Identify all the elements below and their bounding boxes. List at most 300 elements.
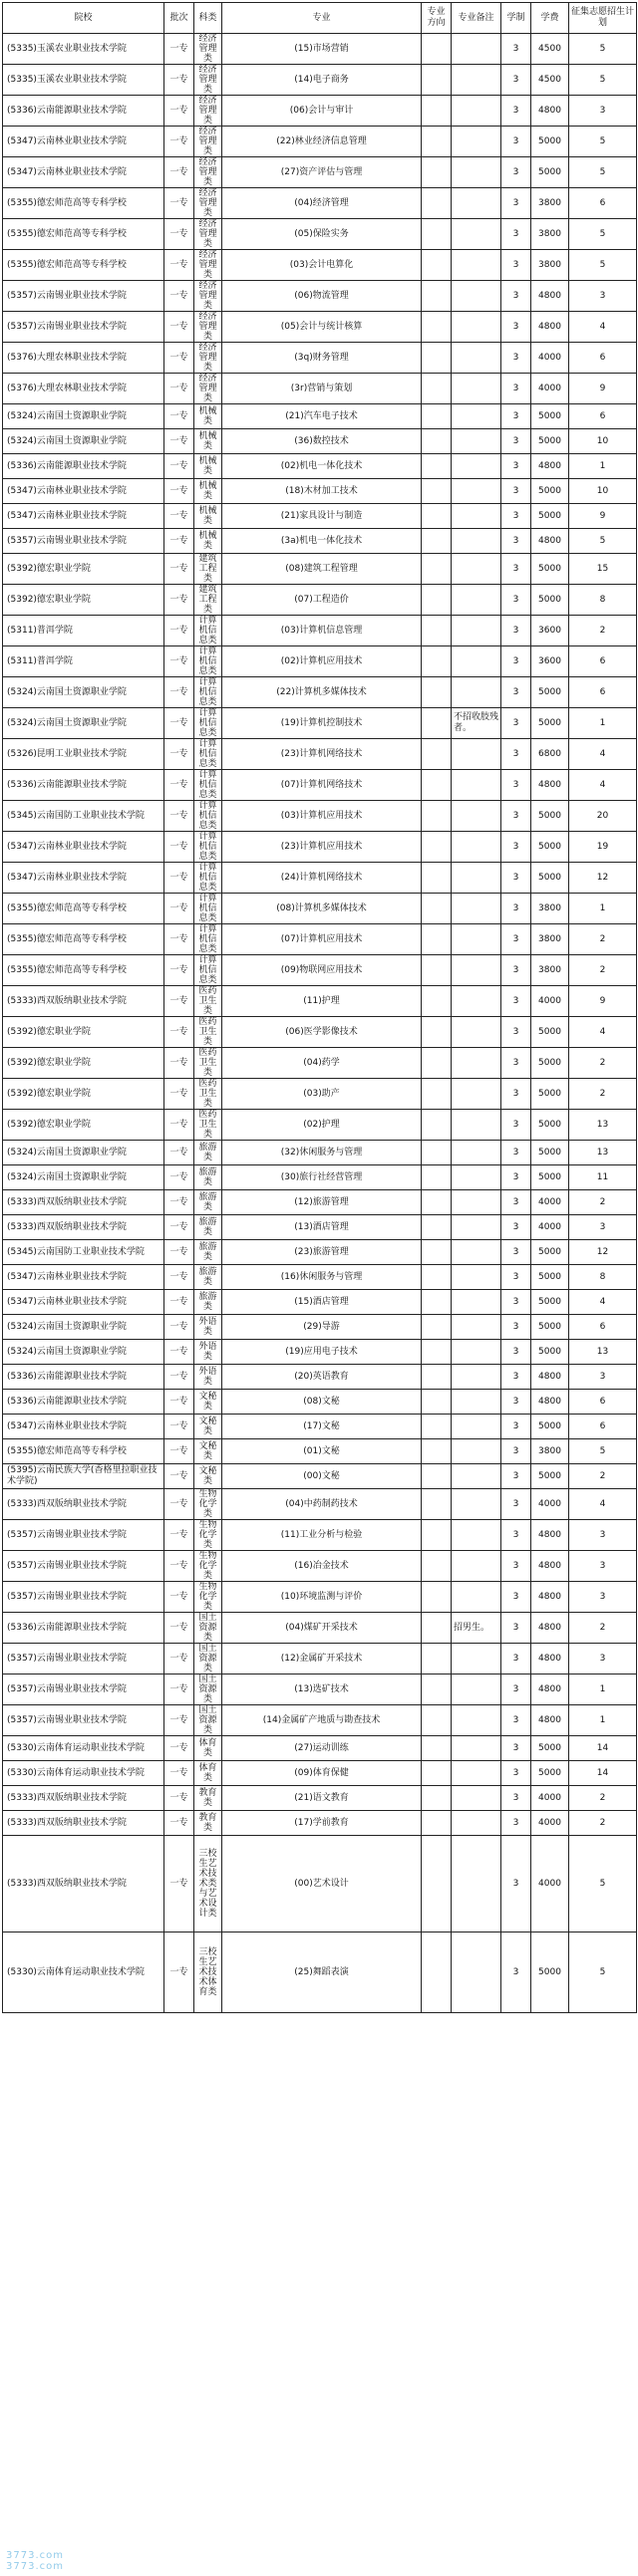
- cell-batch: 一专: [164, 924, 194, 955]
- cell-plan: 5: [569, 250, 637, 281]
- cell-note: [452, 312, 501, 343]
- cell-school: (5345)云南国防工业职业技术学院: [3, 1240, 164, 1265]
- cell-note: [452, 1582, 501, 1613]
- cell-fee: 5000: [531, 1079, 569, 1110]
- cell-plan: 14: [569, 1736, 637, 1761]
- cell-school: (5333)西双版纳职业技术学院: [3, 1215, 164, 1240]
- cell-note: [452, 646, 501, 677]
- cell-major: (18)木材加工技术: [222, 479, 422, 504]
- cell-direction: [422, 924, 452, 955]
- cell-plan: 3: [569, 96, 637, 127]
- cell-school: (5392)德宏职业学院: [3, 1110, 164, 1141]
- cell-direction: [422, 1141, 452, 1165]
- cell-direction: [422, 863, 452, 894]
- cell-note: [452, 1079, 501, 1110]
- cell-school: (5345)云南国防工业职业技术学院: [3, 801, 164, 832]
- cell-note: 不招收肢残者。: [452, 708, 501, 739]
- cell-years: 3: [501, 529, 531, 554]
- cell-category: 医药卫生类: [194, 1079, 222, 1110]
- cell-years: 3: [501, 1415, 531, 1439]
- cell-direction: [422, 1736, 452, 1761]
- cell-plan: 2: [569, 1079, 637, 1110]
- cell-years: 3: [501, 312, 531, 343]
- cell-years: 3: [501, 1811, 531, 1836]
- cell-fee: 4800: [531, 454, 569, 479]
- table-row: [3, 1110, 637, 1141]
- cell-school: (5347)云南林业职业技术学院: [3, 832, 164, 863]
- cell-years: 3: [501, 1489, 531, 1520]
- cell-direction: [422, 127, 452, 157]
- cell-major: (27)运动训练: [222, 1736, 422, 1761]
- cell-plan: 3: [569, 281, 637, 312]
- cell-batch: 一专: [164, 1141, 194, 1165]
- cell-plan: 9: [569, 504, 637, 529]
- cell-plan: 4: [569, 739, 637, 770]
- cell-major: (16)休闲服务与管理: [222, 1265, 422, 1290]
- cell-batch: 一专: [164, 1705, 194, 1736]
- cell-category: 三校生艺术技术体育类: [194, 1932, 222, 2013]
- cell-direction: [422, 616, 452, 646]
- cell-batch: 一专: [164, 770, 194, 801]
- cell-major: (29)导游: [222, 1315, 422, 1340]
- cell-plan: 3: [569, 1365, 637, 1390]
- cell-batch: 一专: [164, 677, 194, 708]
- cell-batch: 一专: [164, 157, 194, 188]
- cell-category: 旅游类: [194, 1240, 222, 1265]
- table-row: [3, 157, 637, 188]
- cell-category: 计算机信息类: [194, 739, 222, 770]
- table-row: [3, 1551, 637, 1582]
- cell-years: 3: [501, 616, 531, 646]
- cell-category: 医药卫生类: [194, 986, 222, 1017]
- cell-category: 医药卫生类: [194, 1017, 222, 1048]
- cell-note: [452, 1705, 501, 1736]
- cell-category: 计算机信息类: [194, 832, 222, 863]
- table-row: [3, 986, 637, 1017]
- cell-years: 3: [501, 1674, 531, 1705]
- cell-note: [452, 1240, 501, 1265]
- table-row: [3, 219, 637, 250]
- cell-years: 3: [501, 1761, 531, 1786]
- cell-major: (01)文秘: [222, 1439, 422, 1464]
- cell-years: 3: [501, 863, 531, 894]
- cell-major: (14)电子商务: [222, 65, 422, 96]
- cell-major: (14)金属矿产地质与勘查技术: [222, 1705, 422, 1736]
- cell-category: 经济管理类: [194, 34, 222, 65]
- cell-major: (03)计算机应用技术: [222, 801, 422, 832]
- cell-direction: [422, 188, 452, 219]
- cell-plan: 5: [569, 1439, 637, 1464]
- cell-category: 旅游类: [194, 1141, 222, 1165]
- cell-plan: 1: [569, 1705, 637, 1736]
- table-row: [3, 343, 637, 374]
- cell-direction: [422, 281, 452, 312]
- table-row: [3, 127, 637, 157]
- cell-fee: 4000: [531, 986, 569, 1017]
- cell-direction: [422, 34, 452, 65]
- cell-fee: 5000: [531, 1165, 569, 1190]
- cell-batch: 一专: [164, 1811, 194, 1836]
- cell-category: 机械类: [194, 529, 222, 554]
- table-row: [3, 646, 637, 677]
- cell-plan: 20: [569, 801, 637, 832]
- cell-plan: 3: [569, 1644, 637, 1674]
- cell-batch: 一专: [164, 34, 194, 65]
- header-note: 专业备注: [452, 3, 501, 34]
- cell-category: 生物化学类: [194, 1551, 222, 1582]
- cell-batch: 一专: [164, 616, 194, 646]
- cell-years: 3: [501, 1439, 531, 1464]
- cell-years: 3: [501, 832, 531, 863]
- cell-fee: 3800: [531, 894, 569, 924]
- cell-school: (5355)德宏师范高等专科学校: [3, 250, 164, 281]
- cell-batch: 一专: [164, 832, 194, 863]
- cell-major: (3a)机电一体化技术: [222, 529, 422, 554]
- table-row: [3, 1761, 637, 1786]
- cell-plan: 6: [569, 404, 637, 429]
- cell-school: (5330)云南体育运动职业技术学院: [3, 1932, 164, 2013]
- cell-fee: 5000: [531, 1265, 569, 1290]
- cell-school: (5335)玉溪农业职业技术学院: [3, 34, 164, 65]
- cell-major: (21)汽车电子技术: [222, 404, 422, 429]
- cell-direction: [422, 96, 452, 127]
- cell-plan: 2: [569, 1190, 637, 1215]
- cell-school: (5311)普洱学院: [3, 616, 164, 646]
- cell-note: [452, 188, 501, 219]
- cell-category: 文秘类: [194, 1439, 222, 1464]
- cell-years: 3: [501, 374, 531, 404]
- cell-direction: [422, 1520, 452, 1551]
- cell-batch: 一专: [164, 454, 194, 479]
- cell-category: 文秘类: [194, 1464, 222, 1489]
- cell-plan: 6: [569, 677, 637, 708]
- table-row: [3, 1390, 637, 1415]
- cell-school: (5357)云南锡业职业技术学院: [3, 281, 164, 312]
- cell-batch: 一专: [164, 1932, 194, 2013]
- cell-fee: 4000: [531, 343, 569, 374]
- cell-note: [452, 1551, 501, 1582]
- cell-school: (5347)云南林业职业技术学院: [3, 1415, 164, 1439]
- cell-plan: 6: [569, 1315, 637, 1340]
- cell-fee: 4800: [531, 1390, 569, 1415]
- table-row: [3, 1079, 637, 1110]
- cell-category: 三校生艺术技术类与艺术设计类: [194, 1836, 222, 1932]
- cell-years: 3: [501, 281, 531, 312]
- cell-school: (5311)普洱学院: [3, 646, 164, 677]
- cell-school: (5357)云南锡业职业技术学院: [3, 529, 164, 554]
- cell-school: (5392)德宏职业学院: [3, 1017, 164, 1048]
- table-row: [3, 1736, 637, 1761]
- cell-direction: [422, 1932, 452, 2013]
- cell-note: [452, 34, 501, 65]
- cell-fee: 3800: [531, 924, 569, 955]
- cell-category: 旅游类: [194, 1190, 222, 1215]
- cell-batch: 一专: [164, 374, 194, 404]
- table-row: [3, 1048, 637, 1079]
- cell-plan: 11: [569, 1165, 637, 1190]
- cell-years: 3: [501, 1165, 531, 1190]
- cell-plan: 2: [569, 1048, 637, 1079]
- cell-plan: 2: [569, 1613, 637, 1644]
- cell-years: 3: [501, 1644, 531, 1674]
- cell-major: (22)计算机多媒体技术: [222, 677, 422, 708]
- cell-major: (00)文秘: [222, 1464, 422, 1489]
- table-row: [3, 1464, 637, 1489]
- table-body: [3, 34, 637, 2013]
- cell-plan: 8: [569, 1265, 637, 1290]
- cell-fee: 6800: [531, 739, 569, 770]
- cell-school: (5333)西双版纳职业技术学院: [3, 1811, 164, 1836]
- cell-category: 计算机信息类: [194, 801, 222, 832]
- cell-batch: 一专: [164, 1761, 194, 1786]
- cell-major: (04)煤矿开采技术: [222, 1613, 422, 1644]
- table-row: [3, 1415, 637, 1439]
- enrollment-table: [2, 2, 637, 2013]
- cell-note: [452, 1761, 501, 1786]
- cell-plan: 9: [569, 374, 637, 404]
- cell-category: 生物化学类: [194, 1520, 222, 1551]
- cell-batch: 一专: [164, 1644, 194, 1674]
- cell-years: 3: [501, 554, 531, 585]
- cell-note: 招男生。: [452, 1613, 501, 1644]
- cell-years: 3: [501, 343, 531, 374]
- cell-note: [452, 1464, 501, 1489]
- cell-major: (32)休闲服务与管理: [222, 1141, 422, 1165]
- cell-note: [452, 1190, 501, 1215]
- table-row: [3, 1240, 637, 1265]
- cell-school: (5347)云南林业职业技术学院: [3, 1290, 164, 1315]
- cell-major: (04)中药制药技术: [222, 1489, 422, 1520]
- cell-school: (5336)云南能源职业技术学院: [3, 1390, 164, 1415]
- cell-school: (5347)云南林业职业技术学院: [3, 479, 164, 504]
- table-row: [3, 554, 637, 585]
- cell-major: (17)学前教育: [222, 1811, 422, 1836]
- cell-batch: 一专: [164, 1290, 194, 1315]
- cell-batch: 一专: [164, 708, 194, 739]
- cell-category: 旅游类: [194, 1265, 222, 1290]
- cell-direction: [422, 219, 452, 250]
- cell-plan: 2: [569, 1786, 637, 1811]
- cell-batch: 一专: [164, 479, 194, 504]
- cell-fee: 5000: [531, 801, 569, 832]
- cell-direction: [422, 479, 452, 504]
- cell-fee: 3800: [531, 250, 569, 281]
- cell-plan: 9: [569, 986, 637, 1017]
- cell-category: 外语类: [194, 1340, 222, 1365]
- cell-fee: 4800: [531, 529, 569, 554]
- header-major: 专业: [222, 3, 422, 34]
- cell-note: [452, 894, 501, 924]
- cell-years: 3: [501, 1048, 531, 1079]
- cell-note: [452, 1674, 501, 1705]
- cell-fee: 5000: [531, 1415, 569, 1439]
- cell-fee: 4800: [531, 1582, 569, 1613]
- table-row: [3, 677, 637, 708]
- cell-direction: [422, 646, 452, 677]
- cell-direction: [422, 1415, 452, 1439]
- cell-school: (5357)云南锡业职业技术学院: [3, 1674, 164, 1705]
- site-watermark: [6, 2550, 64, 2572]
- cell-note: [452, 1165, 501, 1190]
- cell-years: 3: [501, 250, 531, 281]
- table-row: [3, 529, 637, 554]
- cell-batch: 一专: [164, 429, 194, 454]
- cell-fee: 4000: [531, 374, 569, 404]
- cell-note: [452, 250, 501, 281]
- cell-note: [452, 1489, 501, 1520]
- table-row: [3, 1365, 637, 1390]
- cell-years: 3: [501, 1265, 531, 1290]
- cell-years: 3: [501, 646, 531, 677]
- cell-plan: 13: [569, 1110, 637, 1141]
- cell-note: [452, 65, 501, 96]
- cell-school: (5336)云南能源职业技术学院: [3, 1613, 164, 1644]
- cell-direction: [422, 1365, 452, 1390]
- cell-years: 3: [501, 157, 531, 188]
- cell-category: 计算机信息类: [194, 770, 222, 801]
- table-row: [3, 1932, 637, 2013]
- cell-fee: 5000: [531, 157, 569, 188]
- cell-note: [452, 1811, 501, 1836]
- cell-note: [452, 504, 501, 529]
- table-row: [3, 1836, 637, 1932]
- cell-category: 教育类: [194, 1811, 222, 1836]
- cell-fee: 5000: [531, 677, 569, 708]
- cell-category: 文秘类: [194, 1390, 222, 1415]
- cell-batch: 一专: [164, 1613, 194, 1644]
- cell-direction: [422, 312, 452, 343]
- cell-years: 3: [501, 1240, 531, 1265]
- cell-major: (07)计算机应用技术: [222, 924, 422, 955]
- cell-direction: [422, 1761, 452, 1786]
- table-row: [3, 894, 637, 924]
- cell-category: 经济管理类: [194, 188, 222, 219]
- cell-years: 3: [501, 801, 531, 832]
- cell-years: 3: [501, 188, 531, 219]
- table-row: [3, 770, 637, 801]
- cell-years: 3: [501, 479, 531, 504]
- cell-fee: 5000: [531, 554, 569, 585]
- cell-school: (5347)云南林业职业技术学院: [3, 157, 164, 188]
- cell-fee: 5000: [531, 127, 569, 157]
- table-row: [3, 96, 637, 127]
- cell-category: 外语类: [194, 1365, 222, 1390]
- cell-school: (5355)德宏师范高等专科学校: [3, 188, 164, 219]
- cell-plan: 6: [569, 188, 637, 219]
- cell-major: (11)工业分析与检验: [222, 1520, 422, 1551]
- cell-direction: [422, 1079, 452, 1110]
- cell-batch: 一专: [164, 96, 194, 127]
- cell-batch: 一专: [164, 250, 194, 281]
- cell-batch: 一专: [164, 1190, 194, 1215]
- cell-years: 3: [501, 454, 531, 479]
- cell-fee: 5000: [531, 1761, 569, 1786]
- cell-major: (07)计算机网络技术: [222, 770, 422, 801]
- cell-batch: 一专: [164, 1365, 194, 1390]
- cell-years: 3: [501, 1215, 531, 1240]
- cell-plan: 6: [569, 646, 637, 677]
- cell-major: (03)助产: [222, 1079, 422, 1110]
- cell-years: 3: [501, 504, 531, 529]
- cell-category: 经济管理类: [194, 127, 222, 157]
- cell-batch: 一专: [164, 801, 194, 832]
- cell-direction: [422, 1551, 452, 1582]
- cell-note: [452, 1932, 501, 2013]
- cell-category: 计算机信息类: [194, 646, 222, 677]
- cell-major: (12)旅游管理: [222, 1190, 422, 1215]
- cell-fee: 4800: [531, 1644, 569, 1674]
- cell-plan: 3: [569, 1520, 637, 1551]
- cell-fee: 5000: [531, 479, 569, 504]
- cell-major: (20)英语教育: [222, 1365, 422, 1390]
- cell-category: 体育类: [194, 1761, 222, 1786]
- table-row: [3, 1315, 637, 1340]
- cell-fee: 4800: [531, 312, 569, 343]
- table-row: [3, 1489, 637, 1520]
- cell-direction: [422, 1265, 452, 1290]
- cell-fee: 5000: [531, 504, 569, 529]
- cell-fee: 5000: [531, 1340, 569, 1365]
- cell-batch: 一专: [164, 127, 194, 157]
- cell-category: 计算机信息类: [194, 677, 222, 708]
- cell-batch: 一专: [164, 554, 194, 585]
- cell-plan: 4: [569, 312, 637, 343]
- cell-major: (05)保险实务: [222, 219, 422, 250]
- cell-category: 建筑工程类: [194, 554, 222, 585]
- cell-direction: [422, 157, 452, 188]
- cell-batch: 一专: [164, 986, 194, 1017]
- enrollment-table-page: [2, 2, 636, 2013]
- cell-direction: [422, 1215, 452, 1240]
- cell-plan: 3: [569, 1582, 637, 1613]
- cell-fee: 5000: [531, 832, 569, 863]
- cell-category: 计算机信息类: [194, 863, 222, 894]
- table-row: [3, 585, 637, 616]
- cell-major: (06)会计与审计: [222, 96, 422, 127]
- cell-direction: [422, 770, 452, 801]
- cell-years: 3: [501, 219, 531, 250]
- table-row: [3, 374, 637, 404]
- cell-note: [452, 1290, 501, 1315]
- cell-major: (08)计算机多媒体技术: [222, 894, 422, 924]
- cell-fee: 5000: [531, 1141, 569, 1165]
- cell-fee: 4800: [531, 1705, 569, 1736]
- cell-fee: 4800: [531, 1520, 569, 1551]
- cell-plan: 14: [569, 1761, 637, 1786]
- cell-school: (5324)云南国土资源职业学院: [3, 677, 164, 708]
- cell-category: 计算机信息类: [194, 616, 222, 646]
- cell-batch: 一专: [164, 1786, 194, 1811]
- cell-note: [452, 96, 501, 127]
- cell-fee: 4800: [531, 770, 569, 801]
- cell-years: 3: [501, 1932, 531, 2013]
- table-row: [3, 1141, 637, 1165]
- cell-note: [452, 1390, 501, 1415]
- cell-major: (23)计算机应用技术: [222, 832, 422, 863]
- cell-school: (5376)大理农林职业技术学院: [3, 343, 164, 374]
- cell-note: [452, 127, 501, 157]
- cell-major: (21)家具设计与制造: [222, 504, 422, 529]
- cell-direction: [422, 429, 452, 454]
- cell-major: (24)计算机网络技术: [222, 863, 422, 894]
- cell-school: (5324)云南国土资源职业学院: [3, 1340, 164, 1365]
- cell-years: 3: [501, 1464, 531, 1489]
- cell-direction: [422, 708, 452, 739]
- cell-school: (5324)云南国土资源职业学院: [3, 404, 164, 429]
- cell-note: [452, 801, 501, 832]
- cell-batch: 一专: [164, 1439, 194, 1464]
- cell-fee: 4800: [531, 1551, 569, 1582]
